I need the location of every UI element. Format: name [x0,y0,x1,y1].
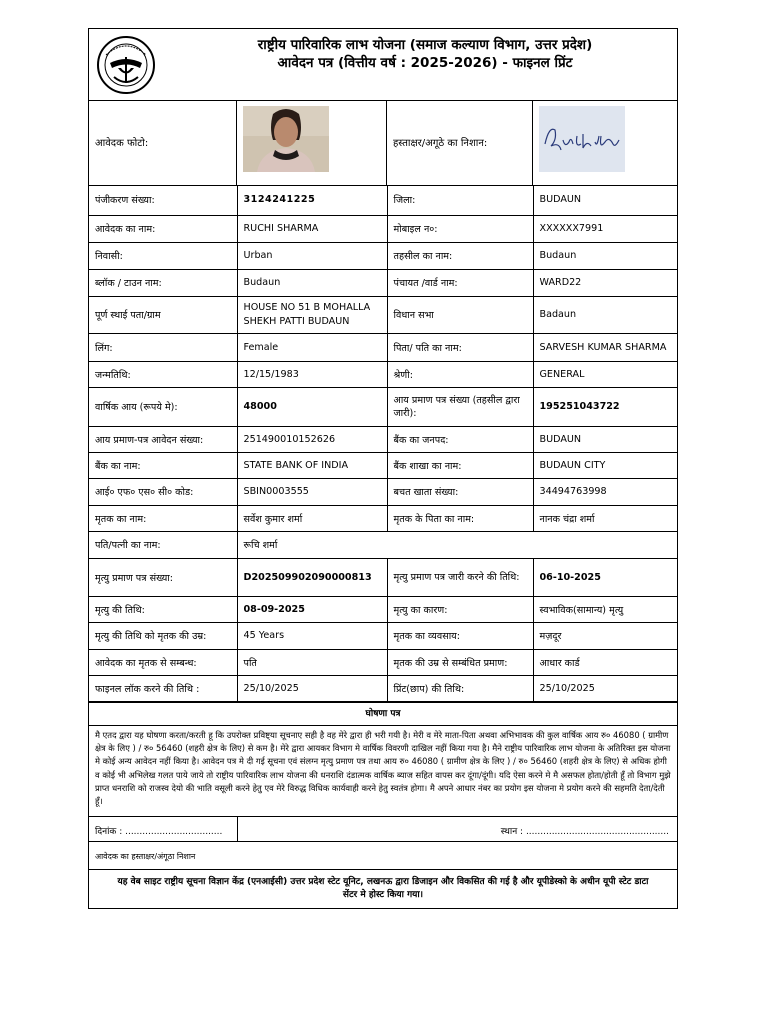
field-value: 25/10/2025 [237,675,387,702]
signature-label: हस्ताक्षर/अगूठे का निशान: [393,138,488,149]
table-row [89,675,677,702]
field-value: 06-10-2025 [533,558,677,596]
field-value: 12/15/1983 [237,361,387,387]
declaration-heading: घोषणा पत्र [89,701,677,726]
table-row [89,478,677,505]
field-label: जिला: [387,185,533,215]
field-value: D202509902090000813 [237,558,387,596]
field-label: आय प्रमाण पत्र संख्या (तहसील द्वारा जारी): [387,387,533,426]
field-value: नानक चंद्रा शर्मा [533,505,677,531]
table-row [89,558,677,596]
field-label: फाइनल लॉक करने की तिथि : [89,675,237,702]
field-value: Budaun [533,242,677,269]
field-label: श्रेणी: [387,361,533,387]
field-value: 34494763998 [533,478,677,505]
field-value: पति [237,649,387,675]
details-table [89,185,677,703]
application-form [88,28,678,909]
field-label: मृतक का नाम: [89,505,237,531]
field-label: बैंक शाखा का नाम: [387,452,533,478]
field-label: तहसील का नाम: [387,242,533,269]
field-label: प्रिंट(छाप) की तिथि: [387,675,533,702]
field-value: Urban [237,242,387,269]
field-value: BUDAUN CITY [533,452,677,478]
table-row [89,361,677,387]
field-value: STATE BANK OF INDIA [237,452,387,478]
field-value: स्वभाविक(सामान्य) मृत्यु [533,596,677,622]
declaration-text: मै एतद द्वारा यह घोषणा करता/करती हू कि उपरोक्त प्रविष्ट्या सूचनाए सही है वह मेरे द्वारा ही भरी गयी है। मेरी व मेरे माता-पिता अथवा अभिभावक की कुल वार्षिक आय रु० 46080 ( ग्रामीण क्षेत्र के लिए ) / रु० 56460 (शहरी क्षेत्र के लिए) से कम है। मेरे द्वारा आयकर विभाग मे वार्षिक विवरणी दाखिल नहीं किया गया है। मैने राष्ट्रीय पारिवारिक लाभ योजना के अतिरिक्त इस योजना मे कोई अन्य आवेदन नहीं किया है। आवेदन पत्र मे दी गई सूचना एवं संलग्न मृत्यु प्रमाण पत्र तथा आय रु० 46080 ( ग्रामीण क्षेत्र के लिए ) / रु० 56460 (शहरी क्षेत्र के लिए) से अधिक होगी व कोई भी अभिलेख गलत पाये जाये तो राष्ट्रीय पारिवारिक लाभ योजना की धनराशि दंडात्मक वार्षिक ब्याज सहित वापस कर दूंगा/दूंगी। यदि ऐसा करने मे मै असफल होता/होती हूँ तो विभाग मुझे प्राप्त धनराशि को राजस्व देयो की भाति वसूली करने हेतु एव मेरे विरुद्ध विधिक कार्यवाही करने हेतु स्वतंत्र होगा। मै अपने आधार नंबर का प्रयोग इस योजना मे प्रयोग करने की सहमति देता/देती हूँ। [95,730,671,807]
field-value: 3124241225 [237,185,387,215]
signature-image [539,106,625,172]
field-label: लिंग: [89,333,237,361]
table-row [89,269,677,296]
field-label: मृतक के पिता का नाम: [387,505,533,531]
field-value: Budaun [237,269,387,296]
field-value: Badaun [533,296,677,333]
table-row [89,215,677,242]
field-value: SARVESH KUMAR SHARMA [533,333,677,361]
field-label: मृत्यु प्रमाण पत्र जारी करने की तिथि: [387,558,533,596]
table-row [89,333,677,361]
photo-signature-row [89,100,677,186]
field-label: मृत्यु की तिथि: [89,596,237,622]
field-value: 251490010152626 [237,426,387,452]
field-value: 08-09-2025 [237,596,387,622]
applicant-signature-label: आवेदक का हस्ताक्षर/अंगूठा निशान [95,852,196,861]
field-value: रूचि शर्मा [237,531,677,558]
field-label: मृतक का व्यवसाय: [387,622,533,649]
table-row [89,242,677,269]
photo-label: आवेदक फोटो: [95,138,149,149]
field-label: मृत्यु प्रमाण पत्र संख्या: [89,558,237,596]
field-value: मज़दूर [533,622,677,649]
field-label: मोबाइल न०: [387,215,533,242]
table-row [89,622,677,649]
field-label: बचत खाता संख्या: [387,478,533,505]
divider [237,817,238,842]
field-value: 25/10/2025 [533,675,677,702]
field-value: आधार कार्ड [533,649,677,675]
date-label: दिनांक : .................................. [95,827,223,837]
footer-note: यह वेब साइट राष्ट्रीय सूचना विज्ञान केंद्र (एनआईसी) उत्तर प्रदेश स्टेट यूनिट, लखनऊ द्वारा डिजाइन और विकसित की गई है और यूपीडेस्को के अधीन यूपी स्टेट डाटा सेंटर मे होस्ट किया गया। [89,869,677,909]
field-value: 195251043722 [533,387,677,426]
field-label: आवेदक का मृतक से सम्बन्ध: [89,649,237,675]
field-label: वार्षिक आय (रूपये मे): [89,387,237,426]
form-title: राष्ट्रीय पारिवारिक लाभ योजना (समाज कल्याण विभाग, उत्तर प्रदेश) [257,37,593,53]
field-value: 48000 [237,387,387,426]
field-label: मृत्यु का कारण: [387,596,533,622]
field-label: पूर्ण स्थाई पता/ग्राम [89,296,237,333]
field-label: बैंक का जनपद: [387,426,533,452]
table-row [89,596,677,622]
field-label: पिता/ पति का नाम: [387,333,533,361]
field-value: HOUSE NO 51 B MOHALLA SHEKH PATTI BUDAUN [237,296,387,333]
table-row [89,296,677,333]
table-row [89,531,677,558]
field-label: ब्लॉक / टाउन नाम: [89,269,237,296]
table-row [89,185,677,215]
date-place-row [89,816,677,842]
field-label: पंजीकरण संख्या: [89,185,237,215]
field-label: पति/पत्नी का नाम: [89,531,237,558]
up-govt-emblem-icon [96,35,156,95]
field-label: आई० एफ० एस० सी० कोड: [89,478,237,505]
table-row [89,452,677,478]
place-label: स्थान : .................................................. [500,827,669,837]
field-value: BUDAUN [533,426,677,452]
field-label: मृत्यु की तिथि को मृतक की उम्र: [89,622,237,649]
field-label: जन्मतिथि: [89,361,237,387]
field-label: मृतक की उम्र से सम्बंधित प्रमाण: [387,649,533,675]
table-row [89,505,677,531]
field-value: WARD22 [533,269,677,296]
field-label: विधान सभा [387,296,533,333]
field-label: आय प्रमाण-पत्र आवेदन संख्या: [89,426,237,452]
table-row [89,649,677,675]
field-value: SBIN0003555 [237,478,387,505]
field-value: 45 Years [237,622,387,649]
field-value: Female [237,333,387,361]
applicant-photo [243,106,329,172]
field-value: BUDAUN [533,185,677,215]
table-row [89,387,677,426]
field-label: आवेदक का नाम: [89,215,237,242]
field-label: निवासी: [89,242,237,269]
field-value: XXXXXX7991 [533,215,677,242]
field-label: पंचायत /वार्ड नाम: [387,269,533,296]
field-value: RUCHI SHARMA [237,215,387,242]
table-row [89,426,677,452]
form-subtitle: आवेदन पत्र (वित्तीय वर्ष : 2025-2026) - फाइनल प्रिंट [277,55,573,71]
form-header [89,29,677,101]
field-value: सर्वेश कुमार शर्मा [237,505,387,531]
field-label: बैंक का नाम: [89,452,237,478]
field-value: GENERAL [533,361,677,387]
